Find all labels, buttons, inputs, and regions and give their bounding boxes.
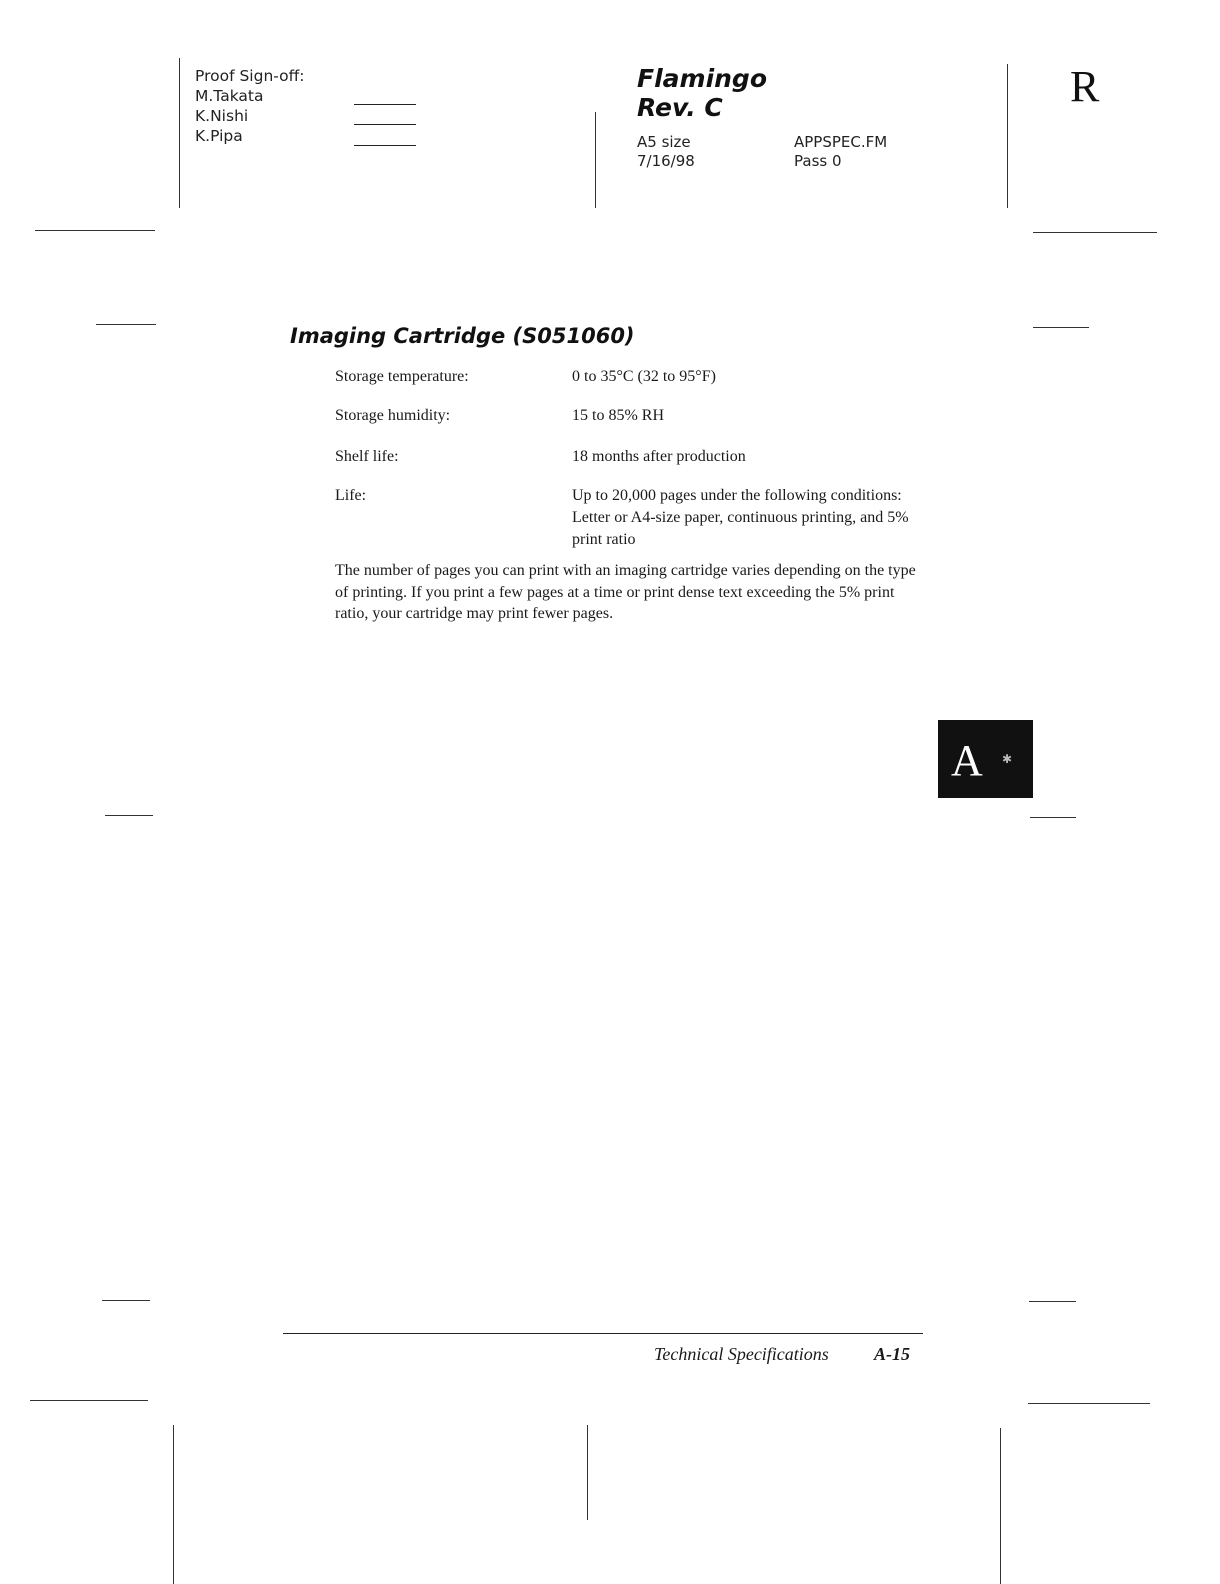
crop-mark: [105, 815, 153, 816]
proof-signoff: [195, 66, 305, 146]
spec-label: Shelf life:: [335, 448, 399, 465]
corner-letter: R: [1070, 62, 1100, 111]
document-title: [637, 64, 767, 122]
signature-line: [354, 104, 416, 105]
crop-mark: [587, 1425, 588, 1520]
section-title: Imaging Cartridge (S051060): [290, 324, 635, 348]
meta-size: A5 size: [637, 133, 691, 151]
footer-rule: [283, 1333, 923, 1334]
crop-mark: [173, 1425, 174, 1584]
spec-value: 18 months after production: [572, 448, 746, 465]
signoff-name: M.Takata: [195, 87, 264, 105]
crop-mark: [595, 112, 596, 208]
appendix-tab-letter: A: [951, 736, 983, 785]
meta-right: [794, 133, 887, 171]
meta-left: [637, 133, 695, 171]
crop-mark: [102, 1300, 150, 1301]
crop-mark: [1030, 817, 1076, 818]
crop-mark: [1033, 232, 1157, 233]
appendix-tab: [938, 720, 1033, 798]
crop-mark: [1000, 1428, 1001, 1584]
crop-mark: [1028, 1403, 1150, 1404]
spec-value: Up to 20,000 pages under the following conditions: Letter or A4-size paper, continuous printing, and 5% print ratio: [572, 487, 909, 548]
footer-page-number: A-15: [874, 1344, 910, 1364]
signature-line: [354, 124, 416, 125]
revision-line: Rev. C: [637, 93, 723, 122]
spec-value: 0 to 35°C (32 to 95°F): [572, 368, 716, 385]
title-line: Flamingo: [637, 64, 768, 93]
spec-label: Storage humidity:: [335, 407, 451, 424]
spec-label: Life:: [335, 487, 367, 504]
footer-chapter: Technical Specifications: [654, 1344, 829, 1364]
spec-value: 15 to 85% RH: [572, 407, 664, 424]
signature-line: [354, 145, 416, 146]
crop-mark: [96, 324, 156, 325]
meta-file: APPSPEC.FM: [794, 133, 888, 151]
crop-mark: [30, 1400, 148, 1401]
crop-mark: [179, 58, 180, 208]
signoff-name: K.Nishi: [195, 107, 249, 125]
signoff-name: K.Pipa: [195, 127, 243, 145]
speckle-icon: ✱: [1002, 752, 1013, 766]
meta-date: 7/16/98: [637, 152, 695, 170]
spec-label: Storage temperature:: [335, 368, 469, 385]
signoff-heading: Proof Sign-off:: [195, 67, 305, 85]
cartridge-life-note: The number of pages you can print with an imaging cartridge varies depending on the type of printing. If you print a few pages at a time or print dense text exceeding the 5% print ratio, your cartridge may print fewer pages.: [335, 562, 916, 622]
crop-mark: [35, 230, 155, 231]
crop-mark: [1007, 64, 1008, 208]
crop-mark: [1033, 327, 1089, 328]
meta-pass: Pass 0: [794, 152, 842, 170]
crop-mark: [1029, 1301, 1076, 1302]
